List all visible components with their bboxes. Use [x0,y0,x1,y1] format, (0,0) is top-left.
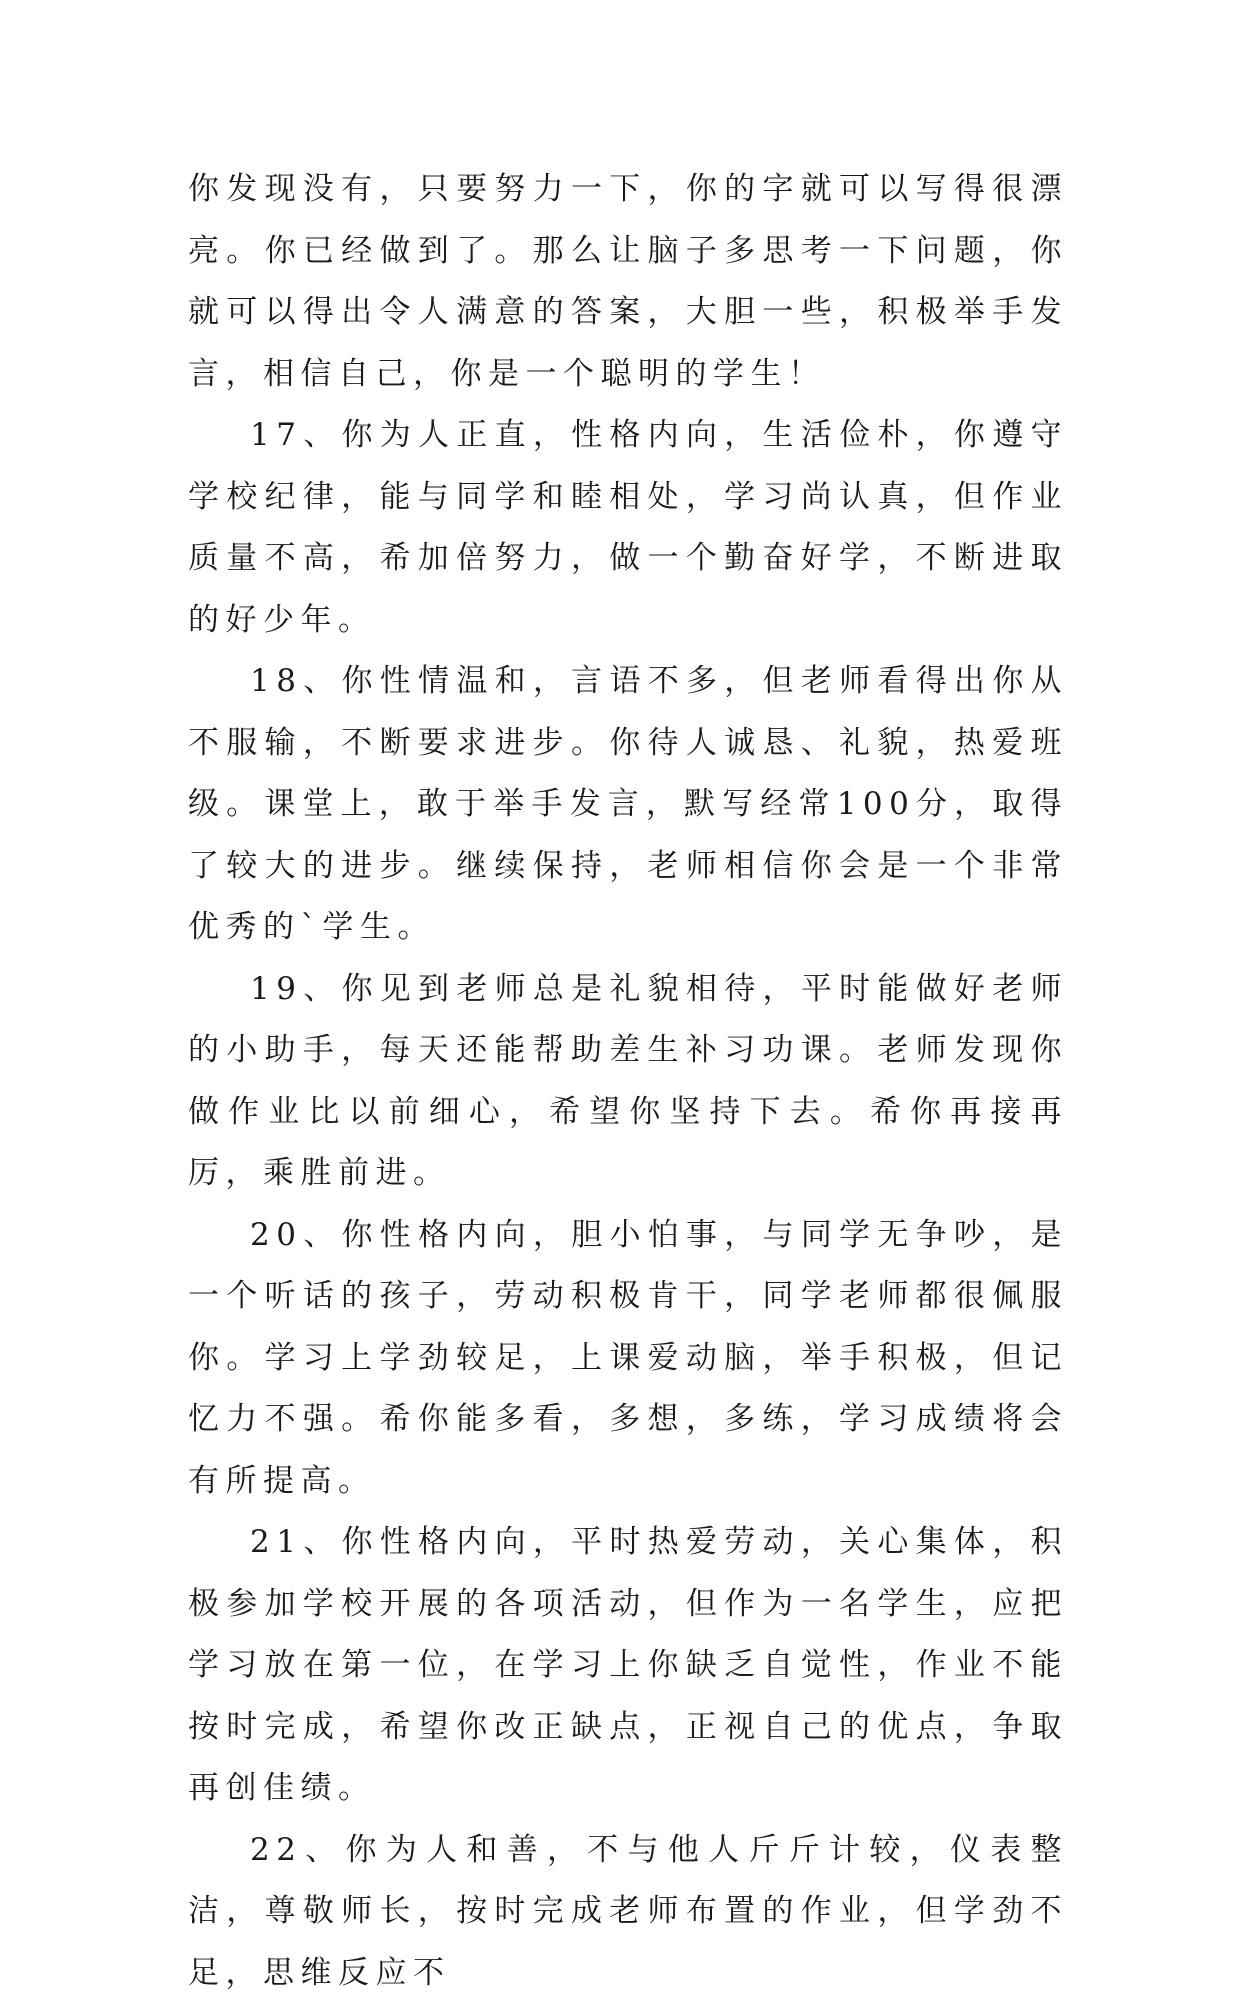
paragraph-20: 20、你性格内向，胆小怕事，与同学无争吵，是一个听话的孩子，劳动积极肯干，同学老师都很佩服你。学习上学劲较足，上课爱动脑，举手积极，但记忆力不强。希你能多看，多想，多练，学习成绩将会有所提高。 [188,1205,1068,1513]
document-body [188,159,1068,2004]
paragraph-continued: 你发现没有，只要努力一下，你的字就可以写得很漂亮。你已经做到了。那么让脑子多思考一下问题，你就可以得出令人满意的答案，大胆一些，积极举手发言，相信自己，你是一个聪明的学生！ [188,159,1068,405]
paragraph-22: 22、你为人和善，不与他人斤斤计较，仪表整洁，尊敬师长，按时完成老师布置的作业，但学劲不足，思维反应不 [188,1820,1068,2004]
paragraph-18: 18、你性情温和，言语不多，但老师看得出你从不服输，不断要求进步。你待人诚恳、礼貌，热爱班级。课堂上，敢于举手发言，默写经常100分，取得了较大的进步。继续保持，老师相信你会是一个非常优秀的`学生。 [188,651,1068,959]
paragraph-21: 21、你性格内向，平时热爱劳动，关心集体，积极参加学校开展的各项活动，但作为一名学生，应把学习放在第一位，在学习上你缺乏自觉性，作业不能按时完成，希望你改正缺点，正视自己的优点，争取再创佳绩。 [188,1512,1068,1820]
paragraph-19: 19、你见到老师总是礼貌相待，平时能做好老师的小助手，每天还能帮助差生补习功课。老师发现你做作业比以前细心，希望你坚持下去。希你再接再厉，乘胜前进。 [188,959,1068,1205]
paragraph-17: 17、你为人正直，性格内向，生活俭朴，你遵守学校纪律，能与同学和睦相处，学习尚认真，但作业质量不高，希加倍努力，做一个勤奋好学，不断进取的好少年。 [188,405,1068,651]
